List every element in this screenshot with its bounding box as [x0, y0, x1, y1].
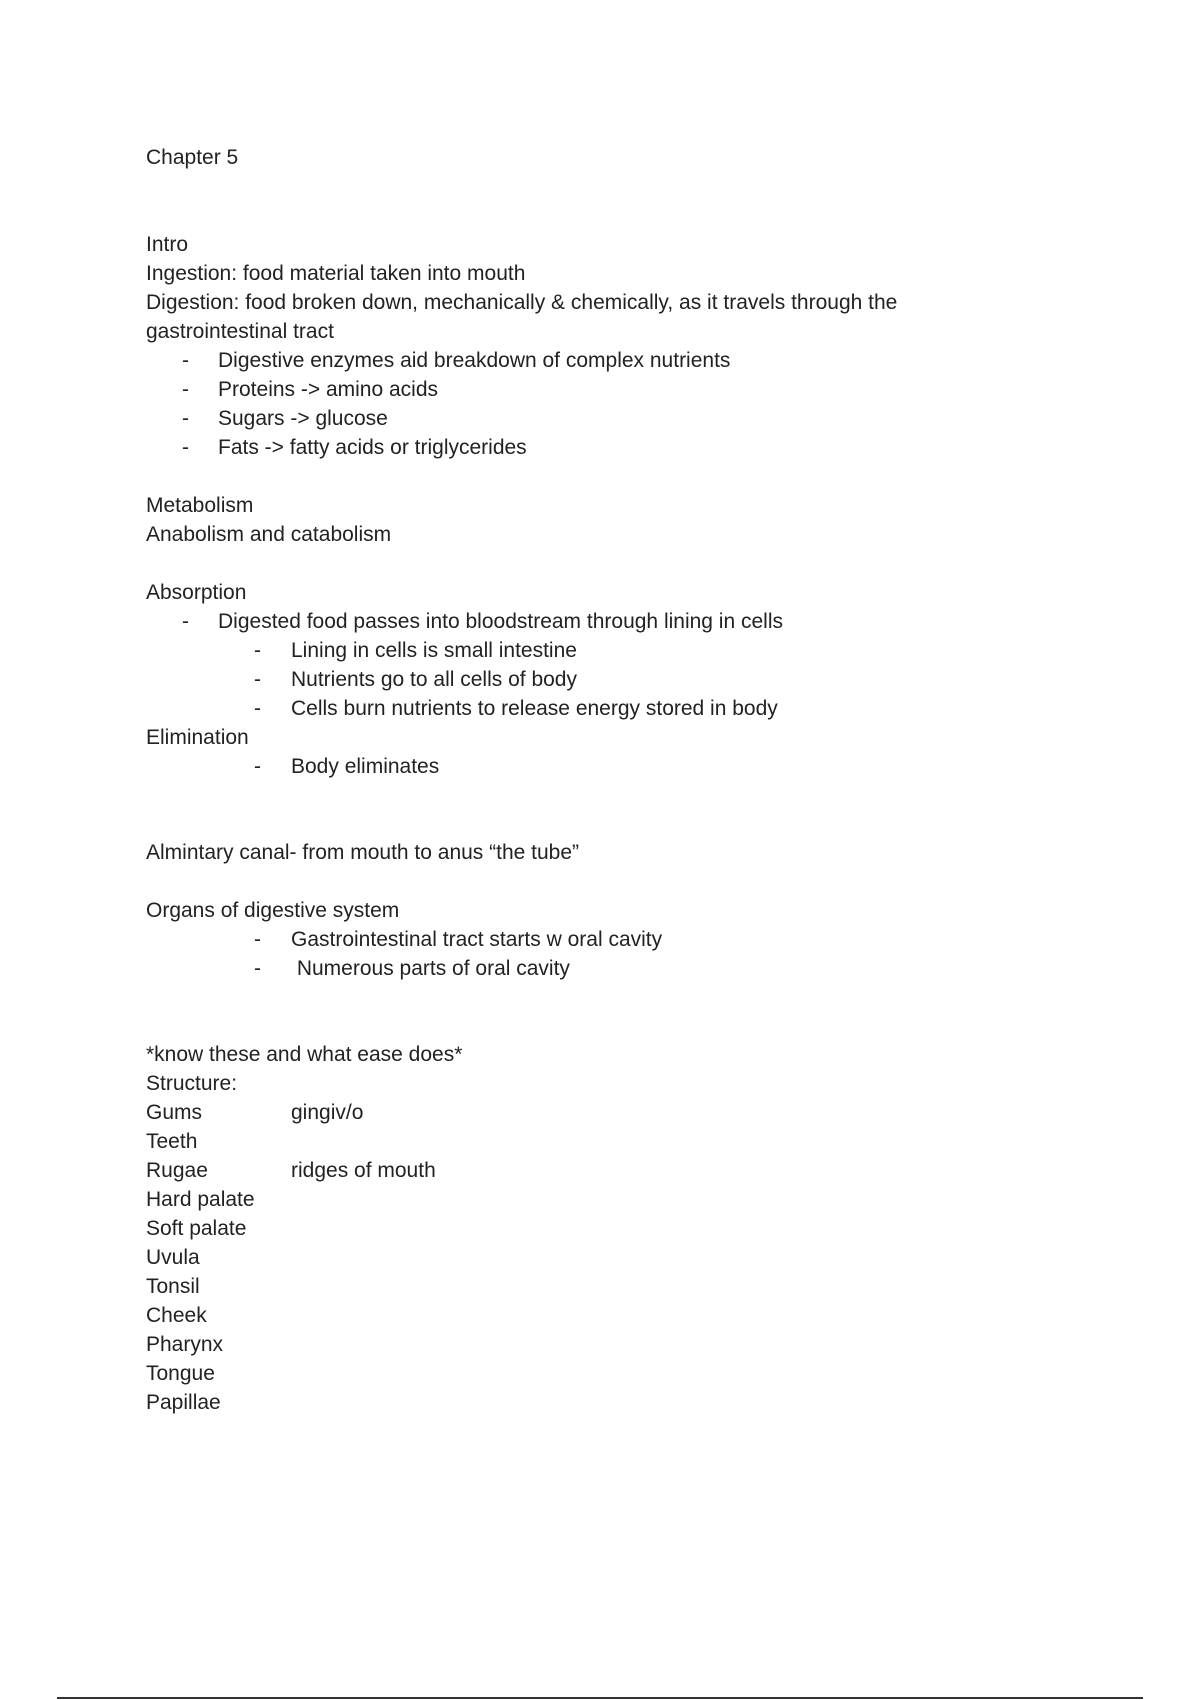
- digestion-definition: Digestion: food broken down, mechanically & chemically, as it travels through the gastrointestinal tract: [146, 291, 898, 343]
- metabolism-line: Anabolism and catabolism: [146, 523, 392, 546]
- structure-row: Rugae ridges of mouth: [146, 1159, 436, 1182]
- structure-row: Cheek: [146, 1304, 207, 1327]
- list-item: - Proteins -> amino acids: [182, 378, 439, 401]
- structure-row: Pharynx: [146, 1333, 224, 1356]
- notes-body: [146, 143, 1046, 1417]
- organs-heading: Organs of digestive system: [146, 899, 400, 922]
- alimentary-canal-line: Almintary canal- from mouth to anus “the tube”: [146, 841, 580, 864]
- list-item: - Body eliminates: [254, 755, 440, 778]
- structure-heading: Structure:: [146, 1072, 238, 1095]
- ingestion-definition: Ingestion: food material taken into mouth: [146, 262, 526, 285]
- structure-row: Uvula: [146, 1246, 200, 1269]
- structure-row: Tongue: [146, 1362, 215, 1385]
- structure-row: Hard palate: [146, 1188, 255, 1211]
- study-note: *know these and what ease does*: [146, 1043, 463, 1066]
- metabolism-heading: Metabolism: [146, 494, 254, 517]
- list-item: - Numerous parts of oral cavity: [254, 957, 570, 980]
- structure-row: Gums gingiv/o: [146, 1101, 364, 1124]
- intro-heading: Intro: [146, 233, 189, 256]
- elimination-heading: Elimination: [146, 726, 249, 749]
- list-item: - Nutrients go to all cells of body: [254, 668, 577, 691]
- structure-row: Soft palate: [146, 1217, 247, 1240]
- absorption-heading: Absorption: [146, 581, 247, 604]
- list-item: - Sugars -> glucose: [182, 407, 388, 430]
- list-item: - Cells burn nutrients to release energy stored in body: [254, 697, 778, 720]
- structure-row: Teeth: [146, 1130, 198, 1153]
- list-item: - Digested food passes into bloodstream through lining in cells: [182, 610, 784, 633]
- list-item: - Gastrointestinal tract starts w oral cavity: [254, 928, 663, 951]
- list-item: - Fats -> fatty acids or triglycerides: [182, 436, 527, 459]
- page-bottom-rule: [57, 1697, 1143, 1699]
- list-item: - Digestive enzymes aid breakdown of complex nutrients: [182, 349, 731, 372]
- structure-row: Papillae: [146, 1391, 221, 1414]
- chapter-title: Chapter 5: [146, 146, 239, 169]
- list-item: - Lining in cells is small intestine: [254, 639, 577, 662]
- structure-row: Tonsil: [146, 1275, 200, 1298]
